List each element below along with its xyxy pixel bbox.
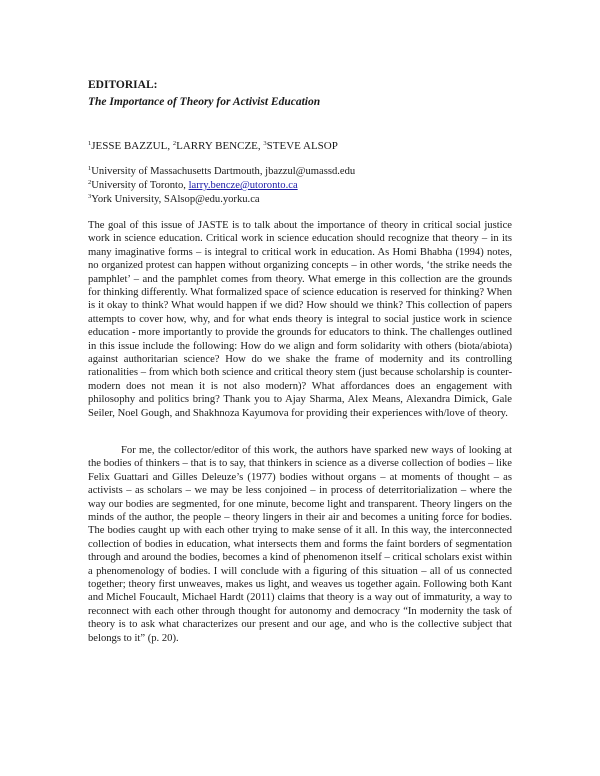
author-2-number: 2 <box>172 140 177 147</box>
affiliation-3 <box>88 194 260 205</box>
author-2-name: LARRY BENCZE, <box>176 140 264 152</box>
affiliation-3-number: 3 <box>88 193 92 200</box>
affiliation-2 <box>88 180 298 191</box>
editorial-label: EDITORIAL: <box>88 79 158 91</box>
affiliation-2-text: University of Toronto, <box>91 180 189 191</box>
author-3-name: STEVE ALSOP <box>266 140 338 152</box>
email-link[interactable]: larry.bencze@utoronto.ca <box>188 180 298 191</box>
affiliation-1-text: University of Massachusetts Dartmouth, jbazzul@umassd.edu <box>91 166 356 177</box>
author-1-name: JESSE BAZZUL, <box>91 140 173 152</box>
affiliation-3-text: York University, SAlsop@edu.yorku.ca <box>91 194 260 205</box>
body-paragraph-2: For me, the collector/editor of this work, the authors have sparked new ways of looking at the bodies of thinkers – that is to say, that thinkers in science as a diverse collection of bodies – like Felix Guattari and Gilles Deleuze’s (1977) bodies without organs – at moments of thought – as activists – as scholars – we may be less conjoined – in process of deterritorialization – where the way our bodies are segmented, for one minute, become light and transparent. Theory lingers on the minds of the author, the people – theory lingers in their air and becomes a uniting force for bodies. The bodies caught up with each other trying to make sense of it all. In this way, the interconnected collection of bodies in education, what intersects them and forms the faint borders of segmentation through and around the bodies, becomes a kind of phenomenon itself – critical scholars exist within a phenomenology of bodies. I will conclude with a figuring of this situation – all of us connected together; theory first unweaves, makes us light, and weaves us together again. Following both Kant and Michel Foucault, Michael Hardt (2011) claims that theory is a way out of immaturity, a way to reconnect with each other through thought for autonomy and democracy “In modernity the task of theory is to ask what characterizes our present and our age, and who is the collective subject that belongs to it” (p. 20). <box>88 445 512 644</box>
affiliation-1 <box>88 166 355 177</box>
article-title: The Importance of Theory for Activist Education <box>88 96 321 108</box>
author-1-number: 1 <box>88 140 92 147</box>
author-3-number: 3 <box>263 140 267 147</box>
affiliation-1-number: 1 <box>88 165 92 172</box>
affiliation-2-number: 2 <box>88 179 92 186</box>
author-line <box>88 140 338 152</box>
body-paragraph-1: The goal of this issue of JASTE is to talk about the importance of theory in critical social justice work in science education. Critical work in science education should recognize that theory – in its many imaginative forms – is integral to critical work in education. As Homi Bhabha (1994) notes, no organized protest can happen without organizing concepts – in other words, ‘the strike needs the pamphlet’ – and the pamphlet comes from theory. What emerge in this collection are the grounds for thinking differently. What formalized space of science education is reserved for thinking? When is it okay to think? What would happen if we did? How should we think? This collection of papers attempts to cover how, why, and for what ends theory is integral to social justice work in science education - more importantly to provide the grounds for educators to think. The challenges outlined in this issue include the following: How do we align and form solidarity with others (biota/abiota) against authoritarian science? How do we shake the frame of modernity and its controlling rationalities – from which both science and critical theory stem (just because scholarship is counter-modern does not mean it is not also modern)? What affordances does an engagement with philosophy and politics bring? Thank you to Ajay Sharma, Alex Means, Alexandra Dimick, Gale Seiler, Noel Gough, and Shakhnoza Kayumova for providing their experiences with/love of theory. <box>88 220 512 419</box>
